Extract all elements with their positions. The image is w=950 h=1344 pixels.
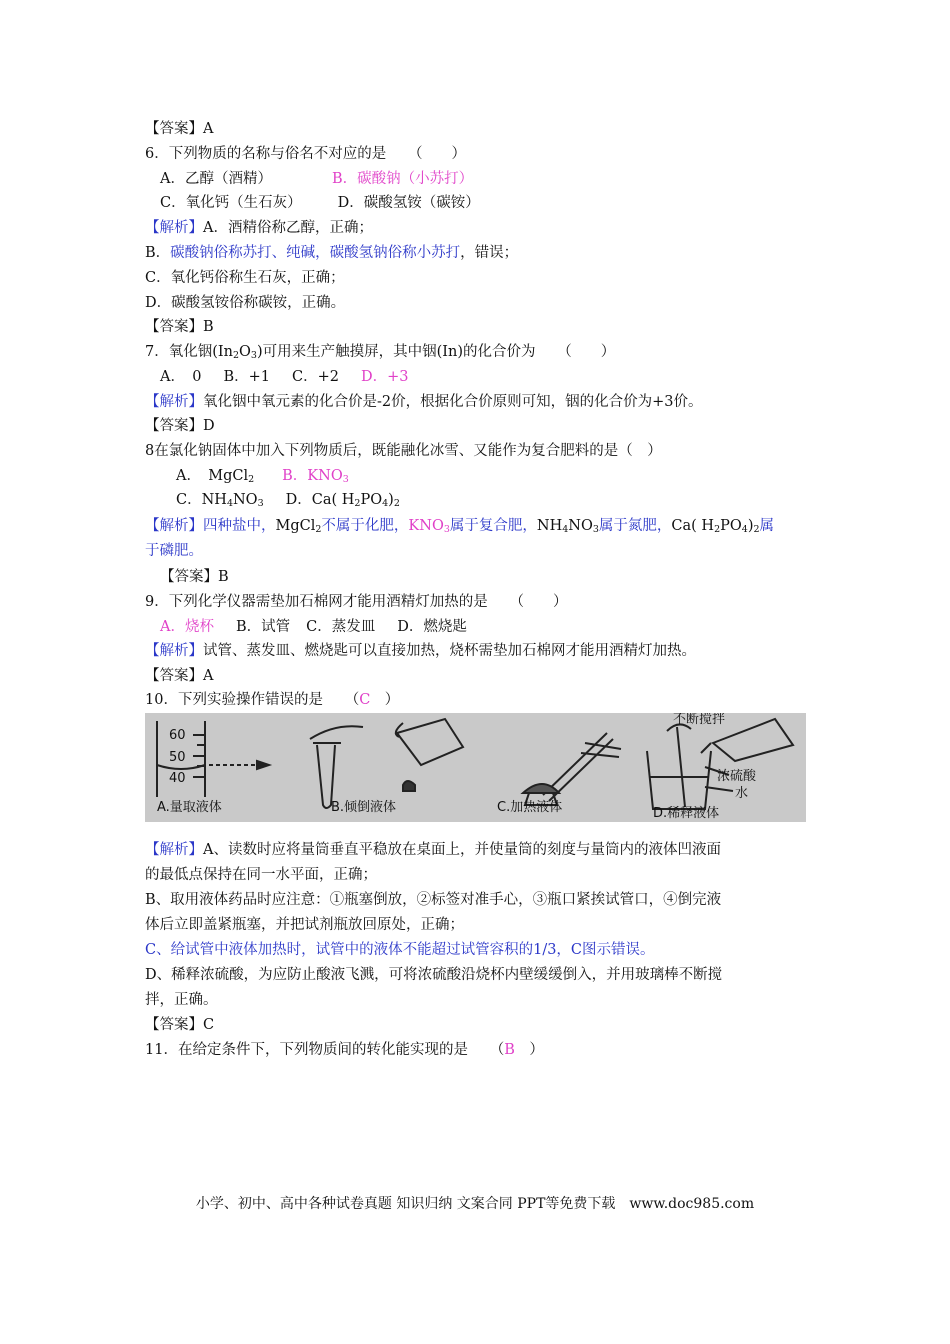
tick-50: 50 (169, 750, 186, 765)
q10-explanation-a1: 【解析】A、读数时应将量筒垂直平稳放在桌面上，并使量筒的刻度与量筒内的液体凹液面 (145, 842, 721, 858)
q10-explanation-b1: B、取用液体药品时应注意：①瓶塞倒放，②标签对准手心，③瓶口紧挨试管口，④倒完液 (145, 892, 722, 908)
caption-b: B.倾倒液体 (331, 800, 397, 815)
q10-explanation-d1: D、稀释浓硫酸，为应防止酸液飞溅，可将浓硫酸沿烧杯内壁缓缓倒入，并用玻璃棒不断搅 (145, 967, 723, 983)
q6-option-c: C．氧化钙（生石灰） (160, 195, 302, 211)
q7-option-b: B．+1 (223, 369, 270, 385)
tick-60: 60 (169, 728, 186, 743)
q10-explanation-a2: 的最低点保持在同一水平面，正确； (145, 867, 377, 883)
q9-option-a: A．烧杯 (160, 619, 214, 635)
answer-5: 【答案】A (145, 121, 214, 137)
q10-explanation-c: C、给试管中液体加热时，试管中的液体不能超过试管容积的1/3，C图示错误。 (145, 942, 655, 958)
q8-option-c: C．$NH_4NO_3$ (176, 492, 264, 509)
label-stir: 不断搅拌 (673, 713, 726, 727)
q6-explanation-a (145, 218, 373, 238)
q9-explanation (145, 641, 696, 661)
q9-option-b: B．试管 (235, 619, 291, 635)
q8-options-ab (176, 466, 349, 490)
q7-option-a: A． 0 (160, 369, 202, 385)
answer-6: 【答案】B (145, 319, 214, 335)
q9-option-c: C．蒸发皿 (306, 619, 376, 635)
q10-explanation-d2: 拌，正确。 (145, 992, 218, 1008)
q9-exp-text: 试管、蒸发皿、燃烧匙可以直接加热，烧杯需垫加石棉网才能用酒精灯加热。 (203, 643, 696, 659)
q7-text-o: O (239, 344, 251, 360)
label-concentrated-acid: 浓硫酸 (717, 769, 757, 784)
q7-sub-2: 2 (232, 350, 239, 361)
q9-options (160, 617, 467, 637)
caption-d: D.稀释液体 (653, 806, 720, 821)
lab-operations-figure (145, 713, 806, 822)
question-6: 6．下列物质的名称与俗名不对应的是 （ ） (145, 146, 466, 162)
question-8: 8在氯化钠固体中加入下列物质后，既能融化冰雪、又能作为复合肥料的是（ ） (145, 443, 662, 459)
answer-7: 【答案】D (145, 418, 215, 434)
page-footer: 小学、初中、高中各种试卷真题 知识归纳 文案合同 PPT等免费下载 www.doc985.com (195, 1196, 755, 1212)
explanation-tag: 【解析】 (145, 394, 203, 410)
q6-option-b: B．碳酸钠（小苏打） (331, 171, 474, 187)
q7-exp-text: 氧化铟中氧元素的化合价是-2价，根据化合价原则可知，铟的化合价为+3价。 (203, 394, 703, 410)
q8-option-a: A． MgCl$_2$ (176, 468, 255, 485)
q8-option-d: D．Ca( $H_2PO_4)_2$ (285, 492, 400, 509)
q8-option-b: B．$KNO_3$ (282, 468, 349, 485)
q9-option-d: D．燃烧匙 (397, 619, 467, 635)
q6-exp-b-suffix: ，错误； (460, 245, 519, 261)
q8-explanation-1: 【解析】四种盐中，MgCl$_2$不属于化肥，$KNO_3$属于复合肥，$NH_4NO_3$属于氮肥，Ca( $H_2PO_4)_2$属 (145, 518, 775, 535)
question-9: 9．下列化学仪器需垫加石棉网才能用酒精灯加热的是 （ ） (145, 594, 568, 610)
q8-options-cd (176, 490, 400, 514)
q6-explanation-c: C．氧化钙俗称生石灰，正确； (145, 270, 345, 286)
q8-explanation-2: 于磷肥。 (145, 543, 203, 559)
q6-exp-b-prefix: B． (145, 245, 171, 261)
q10-explanation-b2: 体后立即盖紧瓶塞，并把试剂瓶放回原处，正确； (145, 917, 464, 933)
explanation-tag: 【解析】 (145, 518, 203, 534)
question-10: 10．下列实验操作错误的是 （C ） (145, 692, 400, 708)
answer-10: 【答案】C (145, 1017, 215, 1033)
q6-explanation-b (145, 243, 518, 263)
question-7 (145, 342, 615, 366)
q7-option-c: C．+2 (291, 369, 339, 385)
heating-liquid-illustration (523, 733, 621, 805)
question-11: 11．在给定条件下，下列物质间的转化能实现的是 （B ） (145, 1042, 544, 1058)
q7-explanation (145, 392, 703, 412)
answer-9: 【答案】A (145, 668, 214, 684)
q7-sub-3: 3 (250, 350, 257, 361)
caption-c: C.加热液体 (497, 800, 563, 815)
q6-options-ab (160, 169, 473, 189)
explanation-tag: 【解析】 (145, 842, 203, 858)
pouring-liquid-illustration (310, 719, 463, 808)
q6-options-cd (160, 193, 480, 213)
q7-text-pre: 7．氧化铟(In (145, 344, 233, 360)
explanation-tag: 【解析】 (145, 643, 203, 659)
tick-40: 40 (169, 771, 186, 786)
q11-marked-choice: B (504, 1042, 515, 1058)
q7-text-post: )可用来生产触摸屏，其中铟(In)的化合价为 （ ） (256, 344, 616, 360)
caption-a: A.量取液体 (157, 800, 222, 815)
label-water: 水 (735, 786, 749, 801)
q6-option-a: A．乙醇（酒精） (160, 171, 272, 187)
q6-explanation-d: D．碳酸氢铵俗称碳铵，正确。 (145, 295, 346, 311)
answer-8: 【答案】B (160, 569, 229, 585)
q6-option-d: D．碳酸氢铵（碳铵） (337, 195, 480, 211)
q7-options (160, 367, 408, 387)
q6-exp-a-text: A．酒精俗称乙醇，正确； (203, 220, 373, 236)
diluting-acid-illustration (647, 719, 793, 809)
q6-exp-b-highlight: 碳酸钠俗称苏打、纯碱，碳酸氢钠俗称小苏打 (170, 245, 461, 261)
q10-marked-choice: C (359, 692, 371, 708)
q7-option-d: D．+3 (360, 369, 409, 385)
explanation-tag: 【解析】 (145, 220, 203, 236)
